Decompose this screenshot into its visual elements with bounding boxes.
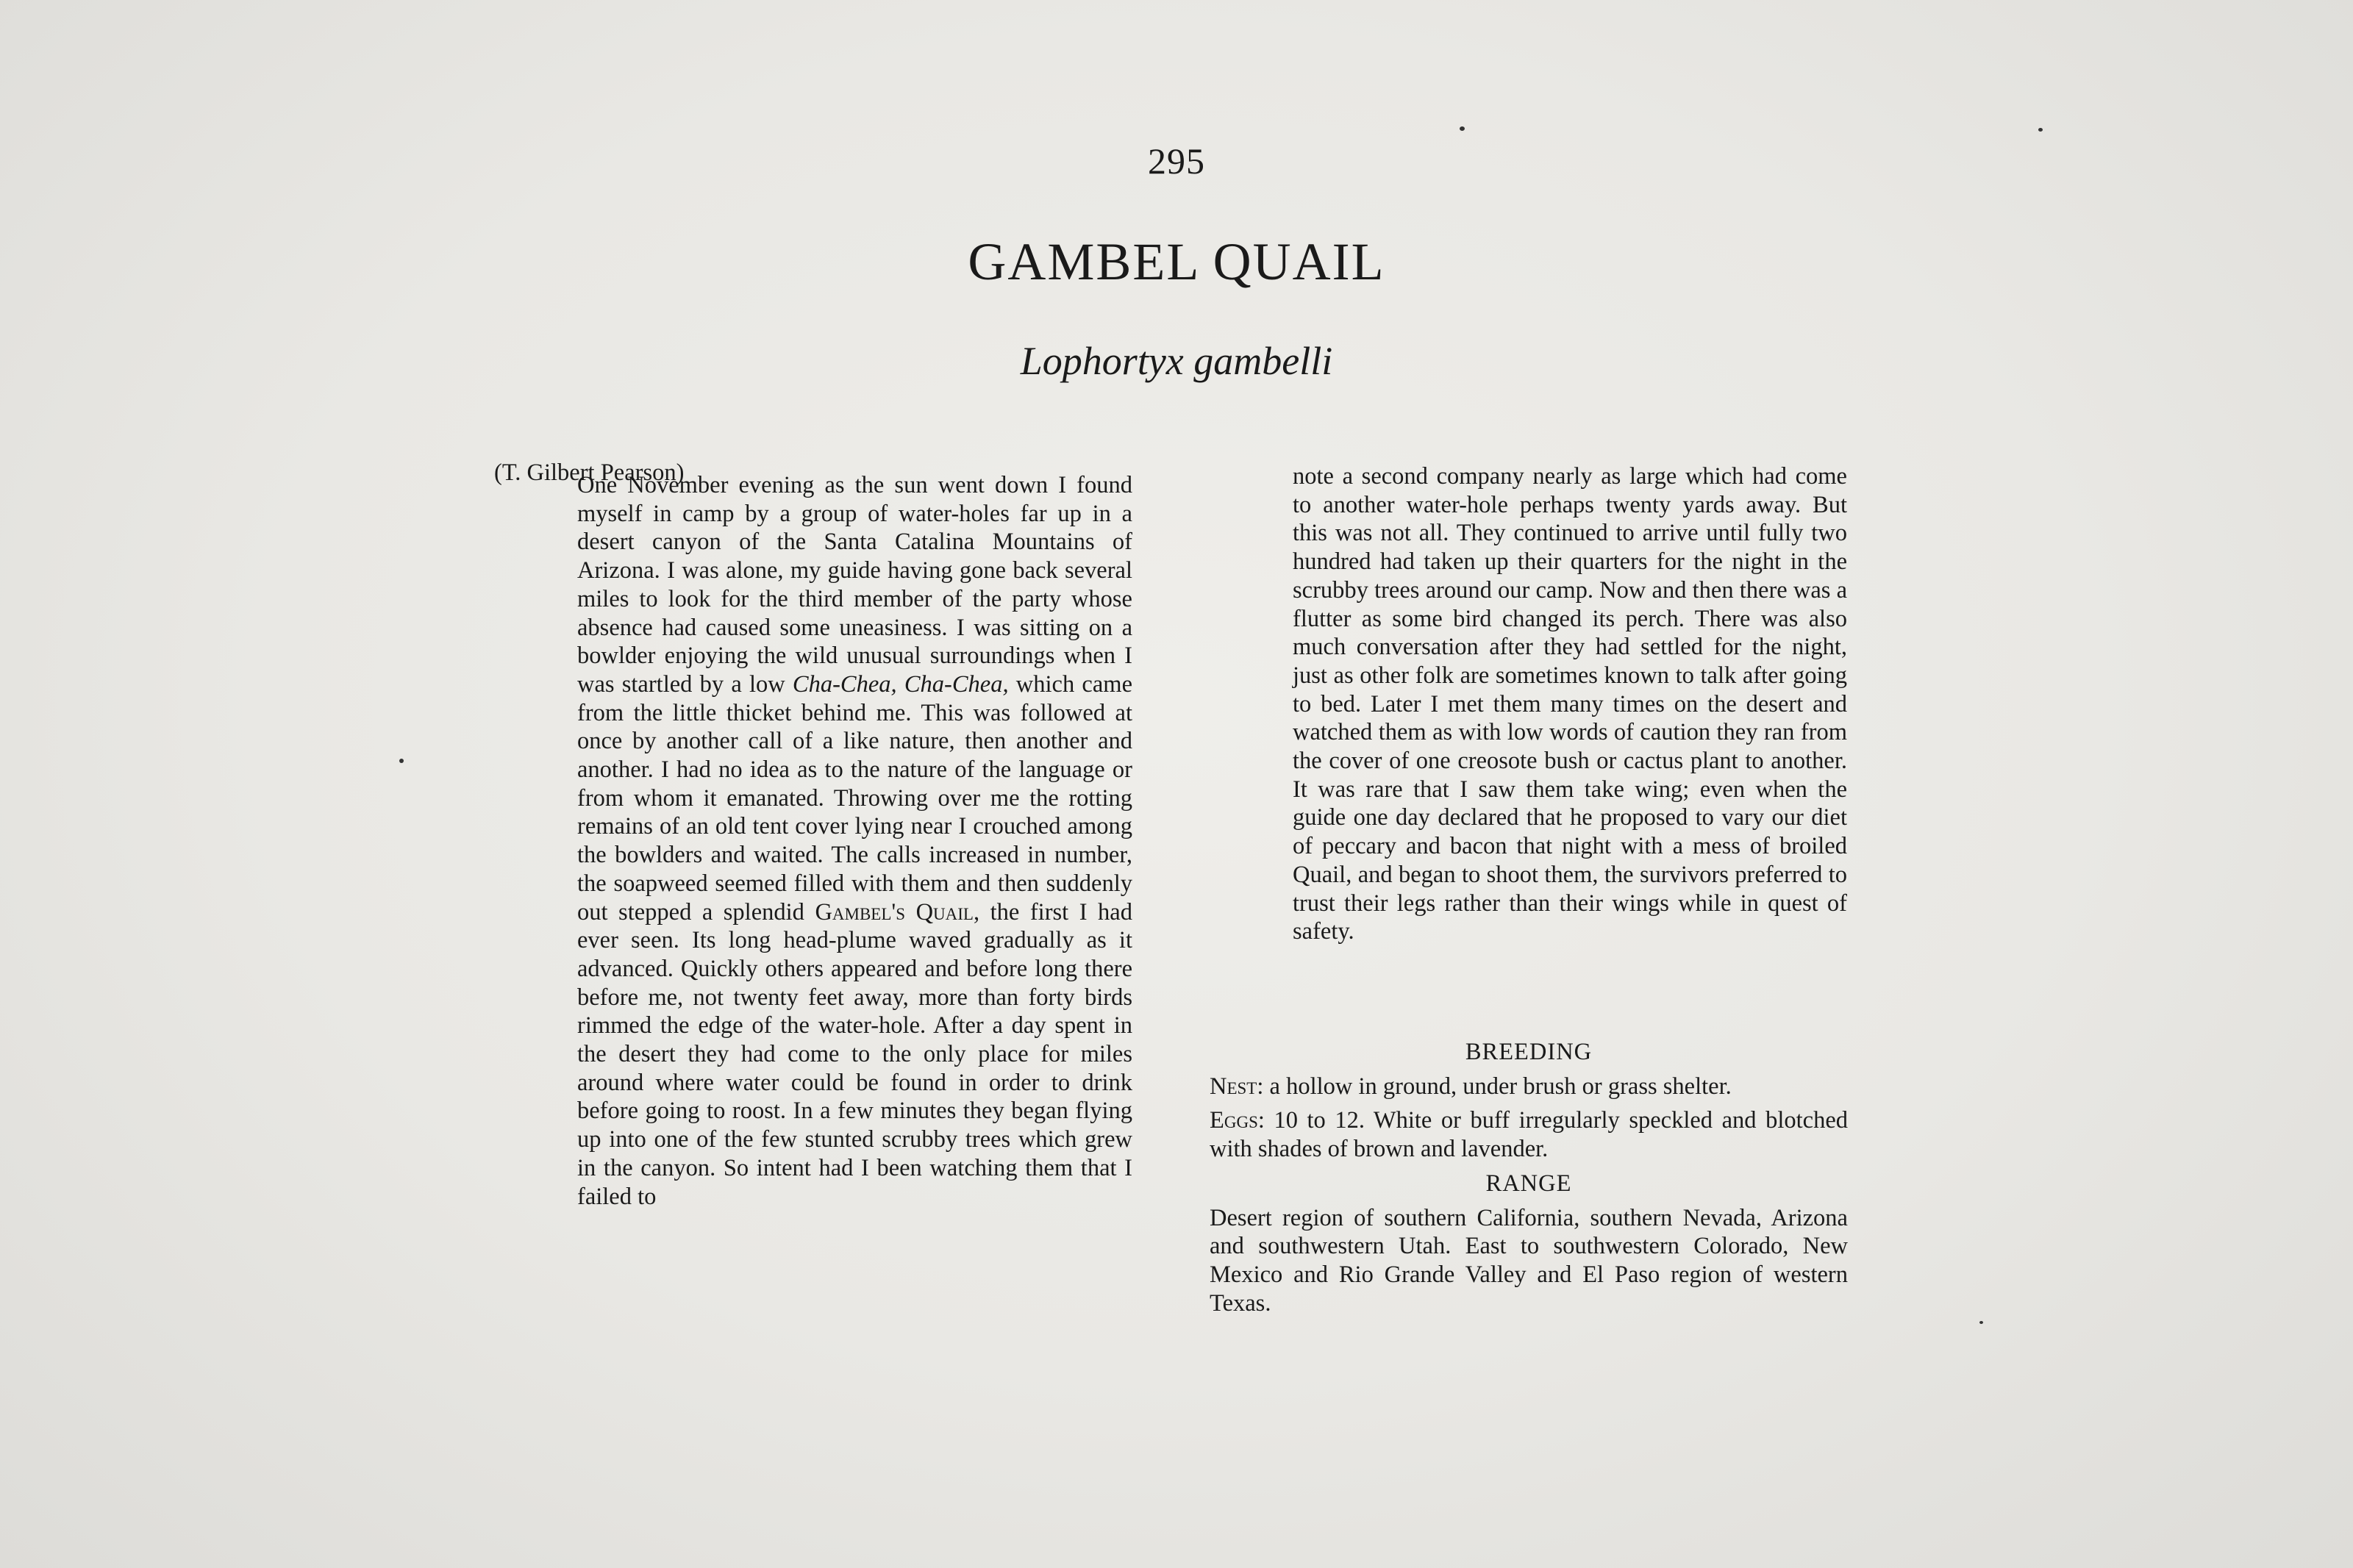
breeding-heading: BREEDING [1465, 1039, 1593, 1065]
nest-label: Nest: [1210, 1073, 1264, 1100]
range-heading: RANGE [1485, 1170, 1572, 1197]
species-facts [1210, 1038, 1848, 1323]
right-column-text [1293, 462, 1847, 946]
scientific-name: Lophortyx gambelli [1020, 339, 1333, 383]
page-number: 295 [1148, 140, 1205, 182]
narrative-paragraph [577, 471, 1132, 1211]
paper-speck [399, 759, 404, 763]
paper-speck [1460, 126, 1465, 131]
eggs-text: 10 to 12. White or buff irregularly speckled and blotched with shades of brown and lavender. [1210, 1107, 1848, 1163]
narrative-part-3: the first I had ever seen. Its long head-plume waved gradually as it advanced. Quickly others appeared and before long there before me, not twenty feet away, more than forty birds rimmed the edge of the water-hole. After a day spent in the desert they had come to the only place for miles around where water could be found in order to drink before going to roost. In a few minutes they began flying up into one of the few stunted scrubby trees which grew in the canyon. So intent had I been watching them that I failed to [577, 898, 1132, 1210]
nest-text: a hollow in ground, under brush or grass shelter. [1263, 1073, 1732, 1100]
range-text: Desert region of southern California, southern Nevada, Arizona and southwestern Utah. East to southwestern Colorado, New Mexico and Rio Grande Valley and El Paso region of western Texas. [1210, 1204, 1848, 1317]
paper-speck [2038, 128, 2043, 132]
species-name-inline: Gambel's Quail, [815, 898, 980, 926]
left-column-text [577, 471, 1132, 1211]
paper-speck [1979, 1321, 1983, 1324]
nest-entry [1210, 1073, 1848, 1101]
eggs-entry [1210, 1106, 1848, 1163]
author-byline: (T. Gilbert Pearson) [494, 459, 685, 486]
eggs-label: Eggs: [1210, 1107, 1265, 1134]
narrative-part-1: One November evening as the sun went down I found myself in camp by a group of water-holes far up in a desert canyon of the Santa Catalina Mountains of Arizona. I was alone, my guide having gone back several miles to look for the third member of the party whose absence had caused some uneasiness. I was sitting on a bowlder enjoying the wild unusual surroundings when I was startled by a low [577, 472, 1132, 698]
page-title: GAMBEL QUAIL [968, 232, 1385, 291]
narrative-part-2: which came from the little thicket behind me. This was followed at once by another call of a like nature, then another and another. I had no idea as to the nature of the language or from whom it emanated. Throwing over me the rotting remains of an old tent cover lying near I crouched among the bowlders and waited. The calls increased in number, the soapweed seemed filled with them and then suddenly out stepped a splendid [577, 670, 1132, 926]
narrative-continuation: note a second company nearly as large which had come to another water-hole perhaps twenty yards away. But this was not all. They continued to arrive until fully two hundred had taken up their quarters for the night in the scrubby trees around our camp. Now and then there was a flutter as some bird changed its perch. There was also much conversation after they had settled for the night, just as other folk are sometimes known to talk after going to bed. Later I met them many times on the desert and watched them as with low words of caution they ran from the cover of one creosote bush or cactus plant to another. It was rare that I saw them take wing; even when the guide one day declared that he proposed to vary our diet of peccary and bacon that night with a mess of broiled Quail, and began to shoot them, the survivors preferred to trust their legs rather than their wings while in quest of safety. [1293, 463, 1847, 945]
quail-call-text: Cha-Chea, Cha-Chea, [792, 670, 1009, 698]
